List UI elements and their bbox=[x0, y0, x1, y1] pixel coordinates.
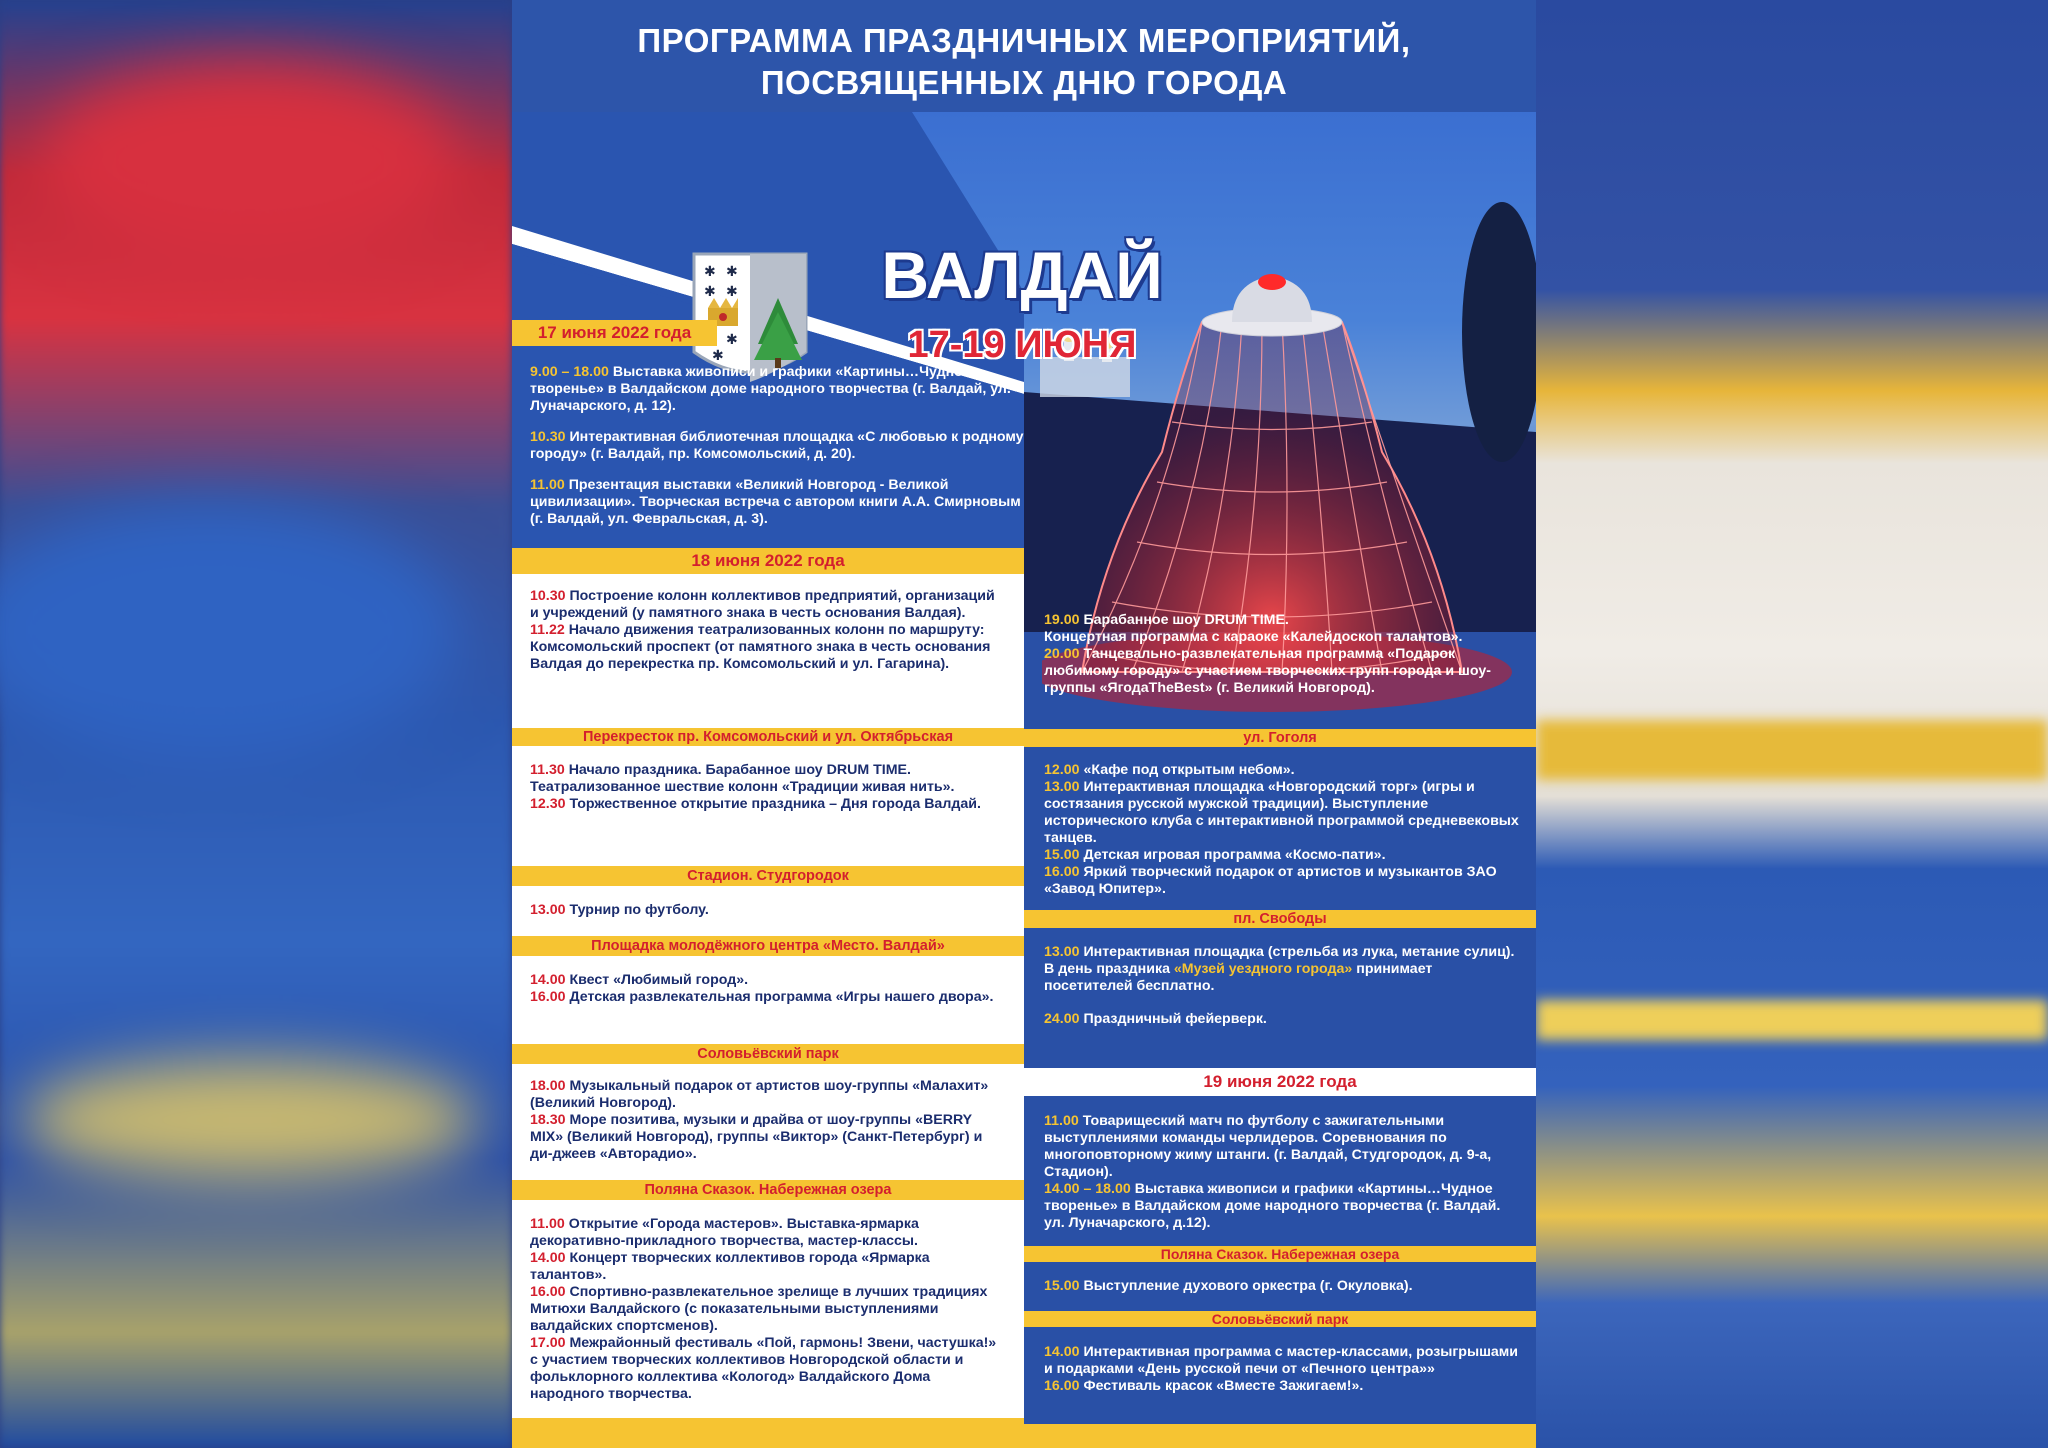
city-name: ВАЛДАЙ bbox=[881, 238, 1163, 312]
event-text: Концерт творческих коллективов города «Ярмарка талантов». bbox=[530, 1250, 930, 1283]
event-time: 24.00 bbox=[1044, 1011, 1080, 1027]
event-text: Начало движения театрализованных колонн по маршруту: Комсомольский проспект (от памятного знака в честь основания Валдая до перекрестка пр. Комсомольский и ул. Гагарина). bbox=[530, 622, 991, 672]
day18-heading: 18 июня 2022 года bbox=[512, 548, 1024, 574]
title-line-1: ПРОГРАММА ПРАЗДНИЧНЫХ МЕРОПРИЯТИЙ, bbox=[637, 22, 1411, 59]
location-heading: Поляна Сказок. Набережная озера bbox=[1024, 1246, 1536, 1262]
event-text: Концертная программа с караоке «Калейдоскоп талантов». bbox=[1044, 629, 1463, 645]
poster-header bbox=[512, 0, 1536, 112]
event-text: Детская игровая программа «Космо-пати». bbox=[1083, 847, 1386, 863]
day18-block3 bbox=[512, 886, 1024, 936]
day18-block1 bbox=[512, 574, 1024, 728]
event-time: 19.00 bbox=[1044, 612, 1080, 628]
event-text: Презентация выставки «Великий Новгород - Великой цивилизации». Творческая встреча с автором книги А.А. Смирновым (г. Валдай, ул. Февральская, д. 3). bbox=[530, 477, 1021, 527]
location-heading: пл. Свободы bbox=[1024, 910, 1536, 928]
event-time: 14.00 bbox=[530, 1250, 566, 1266]
event-text: Выставка живописи и графики «Картины…Чудное творенье» в Валдайском доме народного творчества (г. Валдай, ул. Луначарского, д. 12). bbox=[530, 364, 1011, 414]
svg-text:✱: ✱ bbox=[704, 283, 716, 299]
event-time: 15.00 bbox=[1044, 847, 1080, 863]
svg-text:✱: ✱ bbox=[726, 331, 738, 347]
event-text: Фестиваль красок «Вместе Зажигаем!». bbox=[1083, 1378, 1364, 1394]
event-text: Яркий творческий подарок от артистов и музыкантов ЗАО «Завод Юпитер». bbox=[1044, 864, 1497, 897]
event-time: 13.00 bbox=[1044, 944, 1080, 960]
museum-highlight: «Музей уездного города» bbox=[1173, 961, 1353, 977]
event-time: 11.30 bbox=[530, 762, 565, 778]
event-time: 11.00 bbox=[1044, 1113, 1079, 1129]
event-text: Интерактивная библиотечная площадка «С любовью к родному городу» (г. Валдай, пр. Комсомольский, д. 20). bbox=[530, 429, 1024, 462]
event-text: Выставка живописи и графики «Картины…Чудное творенье» в Валдайском доме народного творчества (г. Валдай. ул. Луначарского, д.12). bbox=[1044, 1181, 1501, 1231]
svg-text:✱: ✱ bbox=[726, 283, 738, 299]
event-text: Открытие «Города мастеров». Выставка-ярмарка декоративно-прикладного творчества, мастер-классы. bbox=[530, 1216, 919, 1249]
event-text: Торжественное открытие праздника – Дня города Валдай. bbox=[569, 796, 981, 812]
event-text: Интерактивная программа с мастер-классами, розыгрышами и подарками «День русской печи от «Печного центра»» bbox=[1044, 1344, 1519, 1377]
event-time: 18.30 bbox=[530, 1112, 566, 1128]
event-time: 9.00 – 18.00 bbox=[530, 364, 609, 380]
event-time: 11.22 bbox=[530, 622, 565, 638]
event-time: 15.00 bbox=[1044, 1278, 1080, 1294]
event-text: принимает посетителей бесплатно. bbox=[1044, 961, 1433, 994]
location-heading: Соловьёвский парк bbox=[1024, 1311, 1536, 1327]
event-time: 12.30 bbox=[530, 796, 566, 812]
event-text: Квест «Любимый город». bbox=[569, 972, 749, 988]
event-time: 13.00 bbox=[1044, 779, 1080, 795]
event-time: 10.30 bbox=[530, 588, 566, 604]
event-time: 12.00 bbox=[1044, 762, 1080, 778]
svg-text:✱: ✱ bbox=[704, 263, 716, 279]
day18-right-block1 bbox=[1044, 612, 1524, 697]
event-time: 10.30 bbox=[530, 429, 566, 445]
svg-text:✱: ✱ bbox=[712, 347, 724, 363]
location-heading: Поляна Сказок. Набережная озера bbox=[512, 1180, 1024, 1200]
event-text: «Кафе под открытым небом». bbox=[1083, 762, 1295, 778]
event-time: 14.00 bbox=[530, 972, 566, 988]
day17-schedule bbox=[530, 364, 1030, 528]
event-text: Начало праздника. Барабанное шоу DRUM TIME. Театрализованное шествие колонн «Традиции живая нить». bbox=[530, 762, 955, 795]
svg-text:✱: ✱ bbox=[726, 263, 738, 279]
event-time: 17.00 bbox=[530, 1335, 566, 1351]
event-text: Товарищеский матч по футболу с зажигательными выступлениями команды черлидеров. Соревнования по многоповторному жиму штанги. (г. Валдай, Студгородок, д. 9-а, Стадион). bbox=[1044, 1113, 1492, 1180]
day19-block2 bbox=[1044, 1278, 1524, 1295]
location-heading: Стадион. Студгородок bbox=[512, 866, 1024, 886]
event-time: 16.00 bbox=[1044, 864, 1080, 880]
event-time: 16.00 bbox=[1044, 1378, 1080, 1394]
event-text: Море позитива, музыки и драйва от шоу-группы «BERRY MIX» (Великий Новгород), группы «Виктор» (Санкт-Петербург) и ди-джеев «Авторадио». bbox=[530, 1112, 983, 1162]
festival-dates: 17-19 ИЮНЯ bbox=[907, 324, 1137, 366]
event-time: 14.00 – 18.00 bbox=[1044, 1181, 1131, 1197]
day19-block3 bbox=[1044, 1344, 1524, 1395]
event-text: Турнир по футболу. bbox=[569, 902, 709, 918]
day18-block6 bbox=[512, 1200, 1024, 1418]
bottom-stripe-left bbox=[512, 1418, 1024, 1448]
day18-right-block3 bbox=[1044, 944, 1524, 1028]
blurred-background-left bbox=[0, 0, 512, 1448]
day18-block5 bbox=[512, 1064, 1024, 1180]
event-text: Танцевально-развлекательная программа «Подарок любимому городу» с участием творческих групп города и шоу-группы «ЯгодаTheBest» (г. Великий Новгород). bbox=[1044, 646, 1491, 696]
event-text: Музыкальный подарок от артистов шоу-группы «Малахит» (Великий Новгород). bbox=[530, 1078, 989, 1111]
event-time: 13.00 bbox=[530, 902, 566, 918]
event-text: Интерактивная площадка (стрельба из лука, метание сулиц). bbox=[1083, 944, 1515, 960]
event-text: Выступление духового оркестра (г. Окуловка). bbox=[1083, 1278, 1413, 1294]
event-text: Межрайонный фестиваль «Пой, гармонь! Звени, частушка!» с участием творческих коллективов Новгородской области и фольклорного коллектива «Кологод» Валдайского Дома народного творчества. bbox=[530, 1335, 997, 1402]
event-time: 18.00 bbox=[530, 1078, 566, 1094]
day18-right-block2 bbox=[1044, 762, 1524, 898]
event-text: В день праздника bbox=[1044, 961, 1170, 977]
day18-block2 bbox=[512, 746, 1024, 866]
event-time: 16.00 bbox=[530, 1284, 566, 1300]
event-time: 20.00 bbox=[1044, 646, 1080, 662]
day17-heading: 17 июня 2022 года bbox=[512, 320, 717, 346]
event-text: Построение колонн коллективов предприятий, организаций и учреждений (у памятного знака в честь основания Валдая). bbox=[530, 588, 995, 621]
event-text: Интерактивная площадка «Новгородский торг» (игры и состязания русской мужской традиции). Выступление исторического клуба с интерактивной программой средневековых танцев. bbox=[1044, 779, 1519, 846]
title-line-2: ПОСВЯЩЕННЫХ ДНЮ ГОРОДА bbox=[760, 64, 1288, 101]
location-heading: Площадка молодёжного центра «Место. Валдай» bbox=[512, 936, 1024, 956]
location-heading: Перекресток пр. Комсомольский и ул. Октябрьская bbox=[512, 728, 1024, 746]
event-time: 14.00 bbox=[1044, 1344, 1080, 1360]
event-time: 16.00 bbox=[530, 989, 566, 1005]
festival-poster bbox=[512, 0, 1536, 1448]
location-heading: Соловьёвский парк bbox=[512, 1044, 1024, 1064]
bottom-stripe-right bbox=[1024, 1424, 1536, 1448]
location-heading: ул. Гоголя bbox=[1024, 729, 1536, 747]
event-text: Праздничный фейерверк. bbox=[1083, 1011, 1267, 1027]
event-text: Спортивно-развлекательное зрелище в лучших традициях Митюхи Валдайского (с показательными выступлениями валдайских спортсменов). bbox=[530, 1284, 988, 1334]
event-text: Детская развлекательная программа «Игры нашего двора». bbox=[569, 989, 994, 1005]
event-time: 11.00 bbox=[530, 477, 565, 493]
event-text: Барабанное шоу DRUM TIME. bbox=[1083, 612, 1289, 628]
day19-heading: 19 июня 2022 года bbox=[1203, 1072, 1357, 1091]
day19-block1 bbox=[1044, 1113, 1524, 1232]
event-time: 11.00 bbox=[530, 1216, 565, 1232]
day18-block4 bbox=[512, 956, 1024, 1044]
blurred-background-right bbox=[1536, 0, 2048, 1448]
